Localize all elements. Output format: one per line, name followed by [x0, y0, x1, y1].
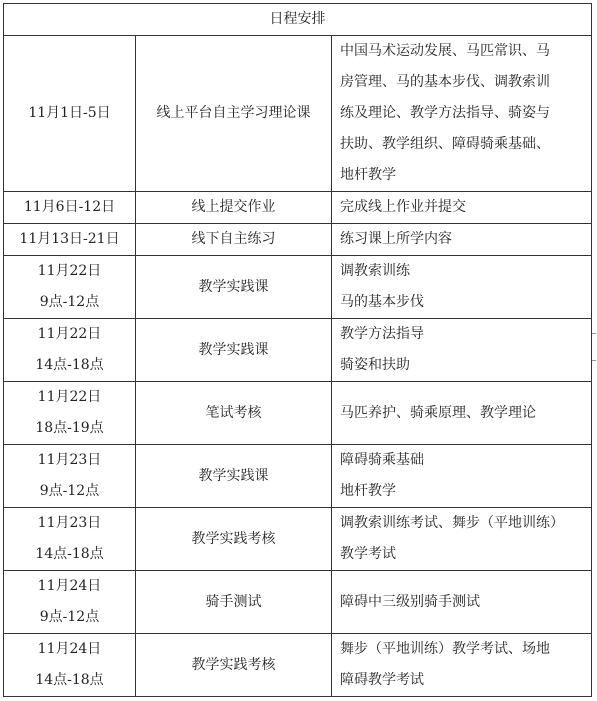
activity-cell: 教学实践考核	[136, 634, 332, 697]
date-cell	[4, 634, 136, 697]
date-cell-line: 18点-19点	[35, 420, 104, 436]
schedule-row	[4, 192, 592, 224]
date-cell	[4, 192, 136, 224]
title-row	[4, 4, 592, 36]
content-cell-line: 教学考试	[340, 546, 396, 562]
content-cell-line: 马的基本步伐	[340, 294, 424, 310]
activity-cell: 教学实践课	[136, 445, 332, 508]
date-cell-line: 11月1日-5日	[28, 105, 111, 121]
schedule-row	[4, 224, 592, 256]
content-cell-line: 完成线上作业并提交	[340, 199, 466, 215]
content-cell-line: 调教索训练	[340, 263, 410, 279]
date-cell	[4, 36, 136, 192]
date-cell-line: 9点-12点	[39, 294, 100, 310]
schedule-container	[3, 3, 592, 697]
date-cell	[4, 571, 136, 634]
content-cell-line: 练习课上所学内容	[340, 231, 452, 247]
content-cell-line: 障碍骑乘基础	[340, 452, 424, 468]
schedule-row	[4, 445, 592, 508]
date-cell-line: 11月22日	[37, 389, 102, 405]
content-cell-line: 骑姿和扶助	[340, 357, 410, 373]
date-cell-line: 11月23日	[37, 515, 102, 531]
content-cell	[332, 256, 592, 319]
date-cell-line: 14点-18点	[35, 546, 104, 562]
activity-cell: 教学实践课	[136, 256, 332, 319]
date-cell-line: 14点-18点	[35, 357, 104, 373]
date-cell-line: 11月22日	[37, 326, 102, 342]
schedule-row	[4, 319, 592, 382]
date-cell-line: 14点-18点	[35, 672, 104, 688]
content-cell	[332, 224, 592, 256]
content-cell-line: 障碍中三级别骑手测试	[340, 593, 480, 610]
date-cell-line: 11月24日	[37, 578, 102, 594]
date-cell	[4, 319, 136, 382]
content-cell	[332, 192, 592, 224]
activity-cell: 教学实践课	[136, 319, 332, 382]
date-cell-line: 11月23日	[37, 452, 102, 468]
content-cell-line: 障碍教学考试	[340, 672, 424, 688]
activity-cell: 骑手测试	[136, 571, 332, 634]
date-cell	[4, 445, 136, 508]
date-cell	[4, 508, 136, 571]
date-cell-line: 11月6日-12日	[23, 199, 116, 215]
content-cell-line: 地杆教学	[340, 167, 396, 183]
activity-cell: 线上平台自主学习理论课	[136, 36, 332, 192]
schedule-title: 日程安排	[4, 4, 592, 36]
activity-cell: 线下自主练习	[136, 224, 332, 256]
schedule-table	[3, 3, 592, 697]
content-cell-line: 扶助、教学组织、障碍骑乘基础、	[340, 136, 550, 152]
content-cell	[332, 634, 592, 697]
date-cell-line: 11月13日-21日	[19, 231, 120, 247]
content-cell-line: 马匹养护、骑乘原理、教学理论	[340, 404, 536, 421]
date-cell-line: 9点-12点	[39, 609, 100, 625]
schedule-row	[4, 508, 592, 571]
date-cell-line: 11月22日	[37, 263, 102, 279]
date-cell	[4, 224, 136, 256]
schedule-row	[4, 382, 592, 445]
date-cell-line: 9点-12点	[39, 483, 100, 499]
date-cell	[4, 382, 136, 445]
activity-cell: 笔试考核	[136, 382, 332, 445]
content-cell-line: 中国马术运动发展、马匹常识、马	[340, 43, 550, 59]
content-cell	[332, 571, 592, 634]
content-cell-line: 教学方法指导	[340, 326, 424, 342]
content-cell	[332, 445, 592, 508]
date-cell-line: 11月24日	[37, 641, 102, 657]
content-cell	[332, 382, 592, 445]
content-cell	[332, 36, 592, 192]
content-cell-line: 舞步（平地训练）教学考试、场地	[340, 641, 550, 657]
schedule-row	[4, 634, 592, 697]
content-cell-line: 练及理论、教学方法指导、骑姿与	[340, 105, 550, 121]
content-cell	[332, 319, 592, 382]
activity-cell: 教学实践考核	[136, 508, 332, 571]
content-cell-line: 调教索训练考试、舞步（平地训练）	[340, 515, 564, 531]
schedule-row	[4, 36, 592, 192]
date-cell	[4, 256, 136, 319]
activity-cell: 线上提交作业	[136, 192, 332, 224]
margin-tick	[592, 360, 596, 361]
margin-tick	[592, 333, 596, 334]
content-cell-line: 房管理、马的基本步伐、调教索训	[340, 74, 550, 90]
content-cell-line: 地杆教学	[340, 483, 396, 499]
schedule-row	[4, 571, 592, 634]
content-cell	[332, 508, 592, 571]
schedule-row	[4, 256, 592, 319]
